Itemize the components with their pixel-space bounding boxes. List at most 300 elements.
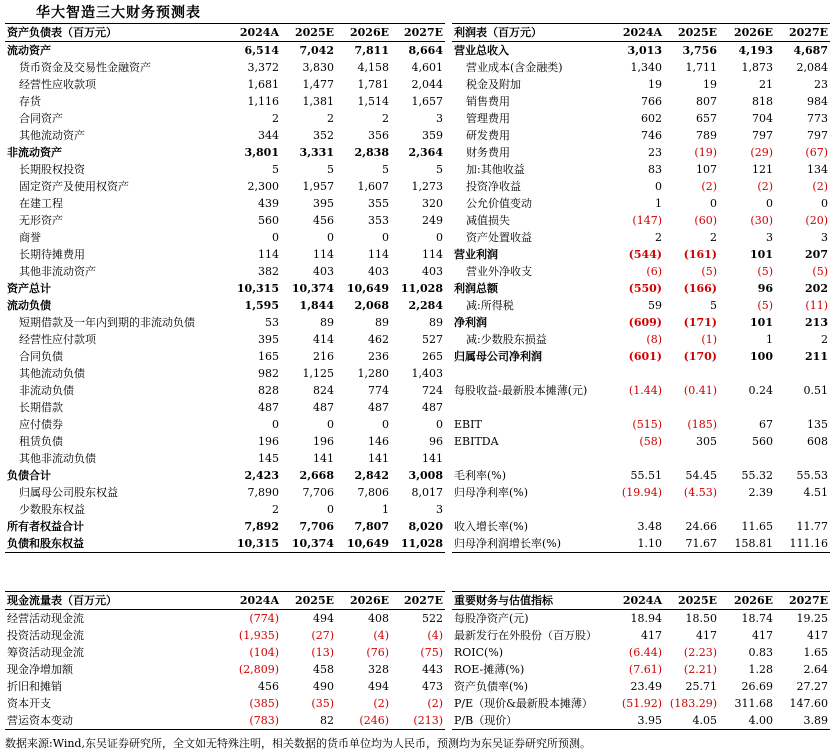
value-cell: (161) <box>683 248 717 261</box>
value-cell: (213) <box>391 712 445 730</box>
table-row <box>5 314 445 331</box>
value-cell: 147.60 <box>789 697 828 710</box>
value-cell: 1,403 <box>411 367 443 380</box>
value-cell: 2,284 <box>408 299 443 312</box>
value-cell: 89 <box>375 316 389 329</box>
value-cell: 3.48 <box>637 520 662 533</box>
value-cell: 121 <box>752 163 773 176</box>
table-row <box>452 195 830 212</box>
value-cell: 18.74 <box>741 612 773 625</box>
row-label: 所有者权益合计 <box>7 520 84 533</box>
year-header: 2025E <box>664 592 719 610</box>
value-cell <box>719 399 775 416</box>
row-label: 减:少数股东损益 <box>466 333 547 346</box>
value-cell: (6) <box>646 265 662 278</box>
value-cell <box>719 450 775 467</box>
row-label: 营业成本(含金融类) <box>466 61 563 74</box>
row-label: ROE-摊薄(%) <box>454 663 525 676</box>
value-cell <box>610 450 664 467</box>
table-row <box>452 246 830 263</box>
year-header: 2027E <box>775 24 830 42</box>
value-cell: (166) <box>683 282 717 295</box>
value-cell: 19 <box>703 78 717 91</box>
value-cell: 414 <box>313 333 334 346</box>
value-cell: 403 <box>422 265 443 278</box>
year-header: 2025E <box>664 24 719 42</box>
row-label: 减:所得税 <box>466 299 514 312</box>
value-cell: 8,017 <box>411 486 443 499</box>
value-cell: 0 <box>272 418 279 431</box>
row-label: 筹资活动现金流 <box>7 646 84 659</box>
value-cell: 2 <box>821 333 828 346</box>
table-row <box>452 59 830 76</box>
value-cell: 2,068 <box>354 299 389 312</box>
value-cell: 1,607 <box>357 180 389 193</box>
value-cell: 789 <box>696 129 717 142</box>
value-cell: 135 <box>807 418 828 431</box>
cash-flow-title: 现金流量表（百万元） <box>5 592 227 610</box>
year-header: 2024A <box>227 24 281 42</box>
table-row <box>5 365 445 382</box>
value-cell: 3.95 <box>610 712 664 730</box>
value-cell: (550) <box>628 282 662 295</box>
row-label: 非流动资产 <box>7 146 62 159</box>
row-label: 营业外净收支 <box>466 265 532 278</box>
value-cell: (58) <box>639 435 662 448</box>
value-cell: 608 <box>807 435 828 448</box>
value-cell: 487 <box>258 401 279 414</box>
year-header: 2025E <box>281 592 336 610</box>
value-cell: 5 <box>710 299 717 312</box>
key-ratios-table <box>452 591 830 730</box>
row-label <box>452 399 610 416</box>
value-cell: 494 <box>313 612 334 625</box>
table-row <box>5 161 445 178</box>
value-cell: (0.41) <box>683 384 717 397</box>
row-label: 应付债券 <box>19 418 63 431</box>
value-cell: 359 <box>422 129 443 142</box>
value-cell: 2,423 <box>244 469 279 482</box>
table-row <box>5 416 445 433</box>
value-cell <box>610 501 664 518</box>
table-row <box>5 263 445 280</box>
value-cell: 560 <box>258 214 279 227</box>
value-cell: 417 <box>807 629 828 642</box>
value-cell: 766 <box>641 95 662 108</box>
table-row <box>452 144 830 161</box>
value-cell: 522 <box>422 612 443 625</box>
value-cell: 53 <box>265 316 279 329</box>
value-cell: 7,892 <box>244 520 279 533</box>
row-label: 租赁负债 <box>19 435 63 448</box>
value-cell: 111.16 <box>775 535 830 553</box>
table-row <box>452 382 830 399</box>
value-cell: (5) <box>812 265 828 278</box>
value-cell: 403 <box>313 265 334 278</box>
value-cell: 1,844 <box>299 299 334 312</box>
row-label: 流动负债 <box>7 299 51 312</box>
value-cell: (19.94) <box>621 486 662 499</box>
value-cell <box>719 365 775 382</box>
table-row <box>452 161 830 178</box>
value-cell: 2,668 <box>299 469 334 482</box>
balance-sheet-table <box>5 23 445 553</box>
value-cell: 165 <box>258 350 279 363</box>
value-cell: 1,711 <box>685 61 717 74</box>
value-cell: (13) <box>311 646 334 659</box>
value-cell: 3,372 <box>247 61 279 74</box>
value-cell: (11) <box>805 299 828 312</box>
table-row <box>5 661 445 678</box>
value-cell: 96 <box>429 435 443 448</box>
value-cell: (774) <box>249 612 279 625</box>
table-row <box>5 518 445 535</box>
table-row <box>452 280 830 297</box>
value-cell: 487 <box>368 401 389 414</box>
value-cell: 71.67 <box>664 535 719 553</box>
value-cell <box>664 450 719 467</box>
value-cell: 824 <box>313 384 334 397</box>
value-cell: 797 <box>807 129 828 142</box>
year-header: 2024A <box>610 24 664 42</box>
value-cell: 473 <box>422 680 443 693</box>
row-label: 在建工程 <box>19 197 63 210</box>
value-cell: 5 <box>272 163 279 176</box>
value-cell: 0 <box>327 503 334 516</box>
row-label: P/E（现价&最新股本摊薄） <box>454 697 593 710</box>
value-cell: 101 <box>750 316 773 329</box>
table-row <box>452 127 830 144</box>
value-cell: 2 <box>655 231 662 244</box>
year-header: 2024A <box>227 592 281 610</box>
value-cell: (515) <box>632 418 662 431</box>
value-cell: 10,315 <box>227 535 281 553</box>
value-cell: (2) <box>757 180 773 193</box>
row-label: 归属母公司净利润 <box>454 350 542 363</box>
value-cell: (27) <box>311 629 334 642</box>
value-cell: 443 <box>422 663 443 676</box>
value-cell: 107 <box>696 163 717 176</box>
row-label: ROIC(%) <box>454 646 504 659</box>
value-cell: 5 <box>327 163 334 176</box>
value-cell: (2.23) <box>683 646 717 659</box>
value-cell: (609) <box>628 316 662 329</box>
value-cell: 55.51 <box>630 469 662 482</box>
row-label: 现金净增加额 <box>7 663 73 676</box>
row-label: P/B（现价） <box>452 712 610 730</box>
value-cell: (76) <box>366 646 389 659</box>
value-cell: 216 <box>313 350 334 363</box>
row-label: 投资净收益 <box>466 180 521 193</box>
table-row <box>5 93 445 110</box>
value-cell: 355 <box>368 197 389 210</box>
value-cell: 356 <box>368 129 389 142</box>
value-cell: 456 <box>313 214 334 227</box>
value-cell: 196 <box>258 435 279 448</box>
value-cell: 7,706 <box>299 520 334 533</box>
table-row <box>452 263 830 280</box>
table-row <box>452 678 830 695</box>
value-cell: 704 <box>752 112 773 125</box>
value-cell: 23 <box>814 78 828 91</box>
value-cell: 1,957 <box>302 180 334 193</box>
value-cell: 3.89 <box>775 712 830 730</box>
value-cell: (30) <box>750 214 773 227</box>
value-cell: 8,020 <box>408 520 443 533</box>
table-row <box>452 484 830 501</box>
value-cell: (4.53) <box>683 486 717 499</box>
table-row <box>5 144 445 161</box>
value-cell: 7,807 <box>354 520 389 533</box>
value-cell <box>664 399 719 416</box>
value-cell: (4) <box>373 629 389 642</box>
table-row <box>452 314 830 331</box>
value-cell: 0 <box>821 197 828 210</box>
value-cell: 1.10 <box>610 535 664 553</box>
value-cell: 83 <box>648 163 662 176</box>
value-cell <box>664 501 719 518</box>
value-cell <box>775 501 830 518</box>
row-label: 收入增长率(%) <box>454 520 529 533</box>
value-cell: 19 <box>648 78 662 91</box>
value-cell: 18.94 <box>630 612 662 625</box>
table-row <box>5 501 445 518</box>
row-label <box>452 365 610 382</box>
value-cell: (8) <box>646 333 662 346</box>
value-cell: 4.05 <box>664 712 719 730</box>
year-header: 2027E <box>391 24 445 42</box>
value-cell: 746 <box>641 129 662 142</box>
value-cell: (183.29) <box>669 697 717 710</box>
table-row <box>5 433 445 450</box>
value-cell: 305 <box>696 435 717 448</box>
value-cell: 249 <box>422 214 443 227</box>
table-row <box>452 42 830 60</box>
value-cell: 417 <box>641 629 662 642</box>
table-row <box>452 535 830 553</box>
value-cell: 494 <box>368 680 389 693</box>
value-cell: 2,842 <box>354 469 389 482</box>
row-label: 经营性应付款项 <box>19 333 96 346</box>
value-cell: 0 <box>327 231 334 244</box>
row-label: 减值损失 <box>466 214 510 227</box>
value-cell: 2,044 <box>411 78 443 91</box>
value-cell: 1 <box>655 197 662 210</box>
income-statement-header-row <box>452 24 830 42</box>
value-cell <box>775 399 830 416</box>
value-cell: 487 <box>313 401 334 414</box>
table-row <box>5 399 445 416</box>
table-row <box>452 501 830 518</box>
value-cell: 7,890 <box>247 486 279 499</box>
value-cell: 59 <box>648 299 662 312</box>
value-cell: 2 <box>327 112 334 125</box>
value-cell: 7,042 <box>299 44 334 57</box>
value-cell: 134 <box>807 163 828 176</box>
table-row <box>452 399 830 416</box>
value-cell: (4) <box>427 629 443 642</box>
value-cell: 2 <box>272 503 279 516</box>
row-label: 毛利率(%) <box>454 469 507 482</box>
row-label: 负债合计 <box>7 469 51 482</box>
value-cell: 89 <box>429 316 443 329</box>
row-label: EBIT <box>454 418 482 431</box>
value-cell: (67) <box>805 146 828 159</box>
row-label: 营业总收入 <box>454 44 509 57</box>
value-cell: 527 <box>422 333 443 346</box>
value-cell: 114 <box>313 248 334 261</box>
value-cell: 0 <box>436 231 443 244</box>
value-cell: 11,028 <box>400 282 443 295</box>
value-cell: 10,315 <box>236 282 279 295</box>
row-label: 最新发行在外股份（百万股） <box>454 629 597 642</box>
value-cell: 0.83 <box>748 646 773 659</box>
value-cell: 353 <box>368 214 389 227</box>
table-row <box>5 59 445 76</box>
value-cell: 395 <box>258 333 279 346</box>
value-cell: (147) <box>632 214 662 227</box>
value-cell: (29) <box>750 146 773 159</box>
value-cell: 807 <box>696 95 717 108</box>
table-row <box>5 229 445 246</box>
table-row <box>452 661 830 678</box>
row-label: 存货 <box>19 95 41 108</box>
year-header: 2027E <box>775 592 830 610</box>
value-cell: 0 <box>382 418 389 431</box>
value-cell: 4,687 <box>793 44 828 57</box>
value-cell: 352 <box>313 129 334 142</box>
value-cell: 1.28 <box>748 663 773 676</box>
table-row <box>452 433 830 450</box>
value-cell: 1 <box>766 333 773 346</box>
row-label: 利润总额 <box>454 282 498 295</box>
value-cell: 1,595 <box>244 299 279 312</box>
value-cell: 2 <box>382 112 389 125</box>
table-row <box>5 212 445 229</box>
value-cell: 1,681 <box>247 78 279 91</box>
row-label: 无形资产 <box>19 214 63 227</box>
value-cell: 320 <box>422 197 443 210</box>
value-cell: 1,340 <box>630 61 662 74</box>
row-label: 其他非流动负债 <box>19 452 96 465</box>
value-cell: 18.50 <box>685 612 717 625</box>
table-row <box>5 678 445 695</box>
row-label: EBITDA <box>454 435 499 448</box>
value-cell: 439 <box>258 197 279 210</box>
value-cell: (783) <box>227 712 281 730</box>
value-cell: 0.24 <box>748 384 773 397</box>
value-cell: 1,477 <box>302 78 334 91</box>
table-row <box>5 712 445 730</box>
value-cell: 417 <box>752 629 773 642</box>
value-cell: 2,838 <box>354 146 389 159</box>
value-cell: 101 <box>750 248 773 261</box>
value-cell: 403 <box>368 265 389 278</box>
table-row <box>452 450 830 467</box>
row-label: 管理费用 <box>466 112 510 125</box>
value-cell: (5) <box>757 299 773 312</box>
value-cell: 456 <box>258 680 279 693</box>
value-cell: 0 <box>655 180 662 193</box>
value-cell: 344 <box>258 129 279 142</box>
value-cell: (5) <box>701 265 717 278</box>
row-label: 短期借款及一年内到期的非流动负债 <box>19 316 195 329</box>
value-cell: 145 <box>258 452 279 465</box>
value-cell: (246) <box>336 712 391 730</box>
value-cell: 5 <box>436 163 443 176</box>
row-label: 每股收益-最新股本摊薄(元) <box>454 384 588 397</box>
value-cell: 26.69 <box>741 680 773 693</box>
value-cell: 382 <box>258 265 279 278</box>
value-cell: 23.49 <box>630 680 662 693</box>
value-cell: 7,706 <box>302 486 334 499</box>
row-label: 营业利润 <box>454 248 498 261</box>
row-label: 每股净资产(元) <box>454 612 529 625</box>
table-row <box>5 246 445 263</box>
row-label: 其他非流动资产 <box>19 265 96 278</box>
table-row <box>5 280 445 297</box>
value-cell: (601) <box>628 350 662 363</box>
value-cell: 265 <box>422 350 443 363</box>
value-cell: (2) <box>373 697 389 710</box>
value-cell: 10,374 <box>291 282 334 295</box>
row-label: 资本开支 <box>7 697 51 710</box>
value-cell: (2) <box>812 180 828 193</box>
value-cell: 1,280 <box>357 367 389 380</box>
value-cell: 3 <box>436 503 443 516</box>
value-cell: (19) <box>694 146 717 159</box>
value-cell: 21 <box>759 78 773 91</box>
value-cell: 11.77 <box>796 520 828 533</box>
value-cell: 462 <box>368 333 389 346</box>
value-cell: 114 <box>368 248 389 261</box>
table-row <box>5 644 445 661</box>
row-label: 长期借款 <box>19 401 63 414</box>
value-cell: (1.44) <box>628 384 662 397</box>
value-cell: 6,514 <box>244 44 279 57</box>
row-label: 合同资产 <box>19 112 63 125</box>
value-cell: 8,664 <box>408 44 443 57</box>
row-label: 固定资产及使用权资产 <box>19 180 129 193</box>
table-row <box>452 297 830 314</box>
value-cell: (170) <box>683 350 717 363</box>
value-cell <box>775 365 830 382</box>
table-row <box>452 348 830 365</box>
value-cell: 2,084 <box>796 61 828 74</box>
row-label: 公允价值变动 <box>466 197 532 210</box>
table-row <box>452 93 830 110</box>
table-row <box>5 467 445 484</box>
table-row <box>5 110 445 127</box>
value-cell: 3 <box>766 231 773 244</box>
year-header: 2024A <box>610 592 664 610</box>
value-cell <box>775 450 830 467</box>
table-row <box>452 331 830 348</box>
row-label: 长期待摊费用 <box>19 248 85 261</box>
table-row <box>452 416 830 433</box>
key-ratios-header-row <box>452 592 830 610</box>
table-row <box>452 627 830 644</box>
page-title: 华大智造三大财务预测表 <box>36 5 201 21</box>
row-label: 货币资金及交易性金融资产 <box>19 61 151 74</box>
value-cell: (2,809) <box>238 663 279 676</box>
value-cell: (1,935) <box>238 629 279 642</box>
value-cell: (20) <box>805 214 828 227</box>
value-cell: 196 <box>313 435 334 448</box>
value-cell: 2 <box>272 112 279 125</box>
value-cell: (35) <box>311 697 334 710</box>
table-row <box>5 297 445 314</box>
